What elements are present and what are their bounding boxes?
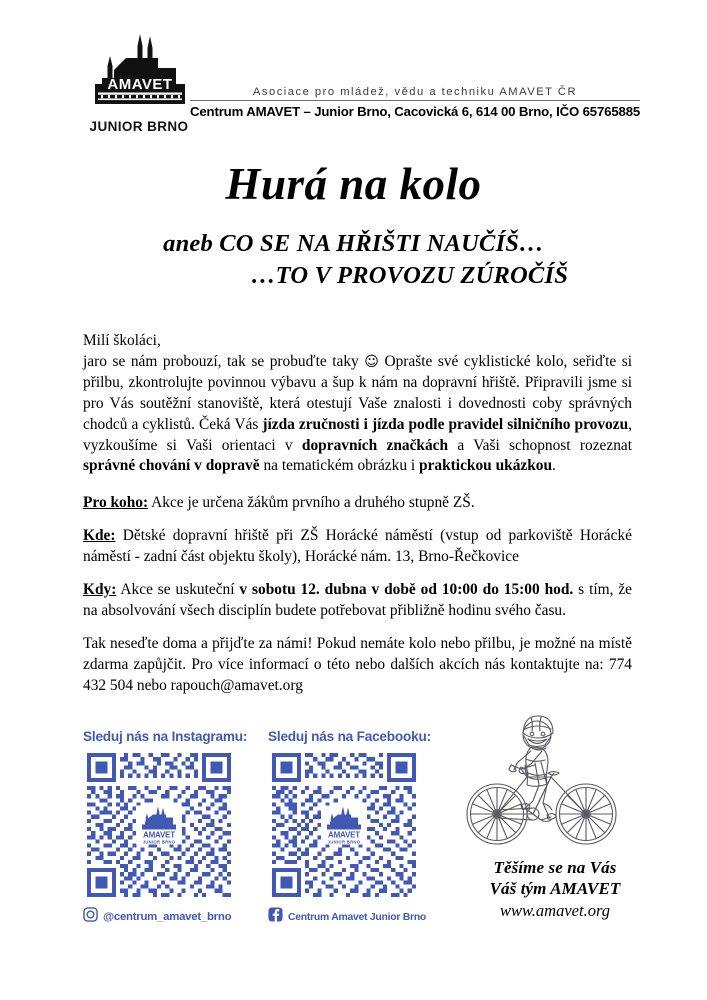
facebook-handle-row[interactable] <box>268 907 427 927</box>
social-section <box>83 729 431 927</box>
kde-label: Kde: <box>83 527 116 545</box>
letterhead-text <box>190 86 640 119</box>
kdy-label: Kdy: <box>83 581 117 599</box>
intro-part-4: a Vaši schopnost rozeznat <box>457 436 632 454</box>
qr-logo-wordmark-instagram: AMAVET <box>136 832 182 840</box>
smiley-icon: ☺ <box>364 353 379 370</box>
qr-center-logo-facebook <box>321 806 367 845</box>
instagram-block <box>83 729 248 927</box>
salutation: Milí školáci, <box>83 332 161 349</box>
body-text <box>83 331 632 697</box>
signoff-block <box>440 857 670 922</box>
intro-bold-2: dopravních značkách <box>301 436 449 454</box>
centre-address-line: Centrum AMAVET – Junior Brno, Cacovická 6, 614 00 Brno, IČO 65765885 <box>190 104 641 119</box>
facebook-icon <box>268 907 283 927</box>
instagram-heading: Sleduj nás na Instagramu: <box>83 729 248 744</box>
qr-logo-subtitle-facebook: JUNIOR BRNO <box>321 840 367 845</box>
kde-text: Dětské dopravní hřiště při ZŠ Horácké náměstí (vstup od parkoviště Horácké náměstí - zadní část objektu školy), Horácké nám. 13, Brno-Řečkovice <box>83 527 632 566</box>
paragraph-pro-koho <box>83 493 632 514</box>
facebook-heading: Sleduj nás na Facebooku: <box>268 729 431 744</box>
intro-end: . <box>552 457 556 475</box>
svg-text:AMAVET: AMAVET <box>107 76 173 93</box>
cyclist-illustration <box>455 707 640 857</box>
intro-bold-4: praktickou ukázkou <box>419 457 553 475</box>
association-line: Asociace pro mládež, vědu a techniku AMAVET ČR <box>252 86 578 98</box>
subtitle-line-2: …TO V PROVOZU ZÚROČÍŠ <box>250 262 569 289</box>
pro-koho-text: Akce je určena žákům prvního a druhého stupně ZŠ. <box>151 494 475 512</box>
intro-bold-1: jízda zručnosti i jízda podle pravidel silničního provozu <box>262 415 629 433</box>
paragraph-kde <box>83 526 632 568</box>
website-url[interactable]: www.amavet.org <box>500 901 610 920</box>
qr-logo-subtitle-instagram: JUNIOR BRNO <box>136 840 182 845</box>
intro-part-3: , vyzkoušíme si Vaši orientaci v <box>83 415 632 454</box>
facebook-block <box>268 729 431 927</box>
kdy-text-1: Akce se uskuteční <box>120 581 235 599</box>
letterhead <box>0 34 707 142</box>
qr-logo-wordmark-facebook: AMAVET <box>321 832 367 840</box>
logo-subtitle: JUNIOR BRNO <box>89 119 189 134</box>
page-title: Hurá na kolo <box>225 159 482 209</box>
intro-part-2: Oprašte své cyklistické kolo, seřiďte si přilbu, zkontrolujte povinnou výbavu a šup k nám na dopravní hřiště. Připravili jsme si pro Vás soutěžní stanoviště, která otestují Vaše znalosti i dovednosti coby správných chodců a cyklistů. Čeká Vás <box>83 352 632 433</box>
cathedral-logo-icon <box>84 34 196 120</box>
instagram-handle-row[interactable] <box>83 907 238 927</box>
qr-center-logo-instagram <box>136 806 182 845</box>
subtitle-line-1: aneb CO SE NA HŘIŠTI NAUČÍŠ… <box>163 230 544 257</box>
kdy-text-2: s tím, že na absolvování všech disciplín budete potřebovat přibližně hodinu svého času. <box>83 581 632 619</box>
signoff-line-2: Váš tým AMAVET <box>489 879 621 898</box>
facebook-qr-code[interactable] <box>268 749 420 901</box>
paragraph-intro <box>83 331 632 477</box>
kdy-bold: v sobotu 12. dubna v době od 10:00 do 15:00 hod. <box>239 581 574 599</box>
instagram-icon <box>83 907 98 927</box>
instagram-qr-code[interactable] <box>83 749 235 901</box>
paragraph-closing: Tak neseďte doma a přijďte za námi! Pokud nemáte kolo nebo přilbu, je možné na místě zdarma zapůjčit. Pro více informací o této nebo dalších akcích nás kontaktujte na: 774 432 504 nebo rapouch@amavet.org <box>83 634 632 694</box>
intro-part-5: na tematickém obrázku i <box>263 457 416 475</box>
pro-koho-label: Pro koho: <box>83 494 149 512</box>
signoff-line-1: Těšíme se na Vás <box>493 858 617 877</box>
amavet-logo <box>78 34 200 142</box>
paragraph-kdy <box>83 580 632 622</box>
intro-part-1: jaro se nám probouzí, tak se probuďte taky <box>83 352 359 370</box>
facebook-handle: Centrum Amavet Junior Brno <box>288 911 427 923</box>
instagram-handle: @centrum_amavet_brno <box>103 911 232 923</box>
intro-bold-3: správné chování v dopravě <box>83 457 260 475</box>
